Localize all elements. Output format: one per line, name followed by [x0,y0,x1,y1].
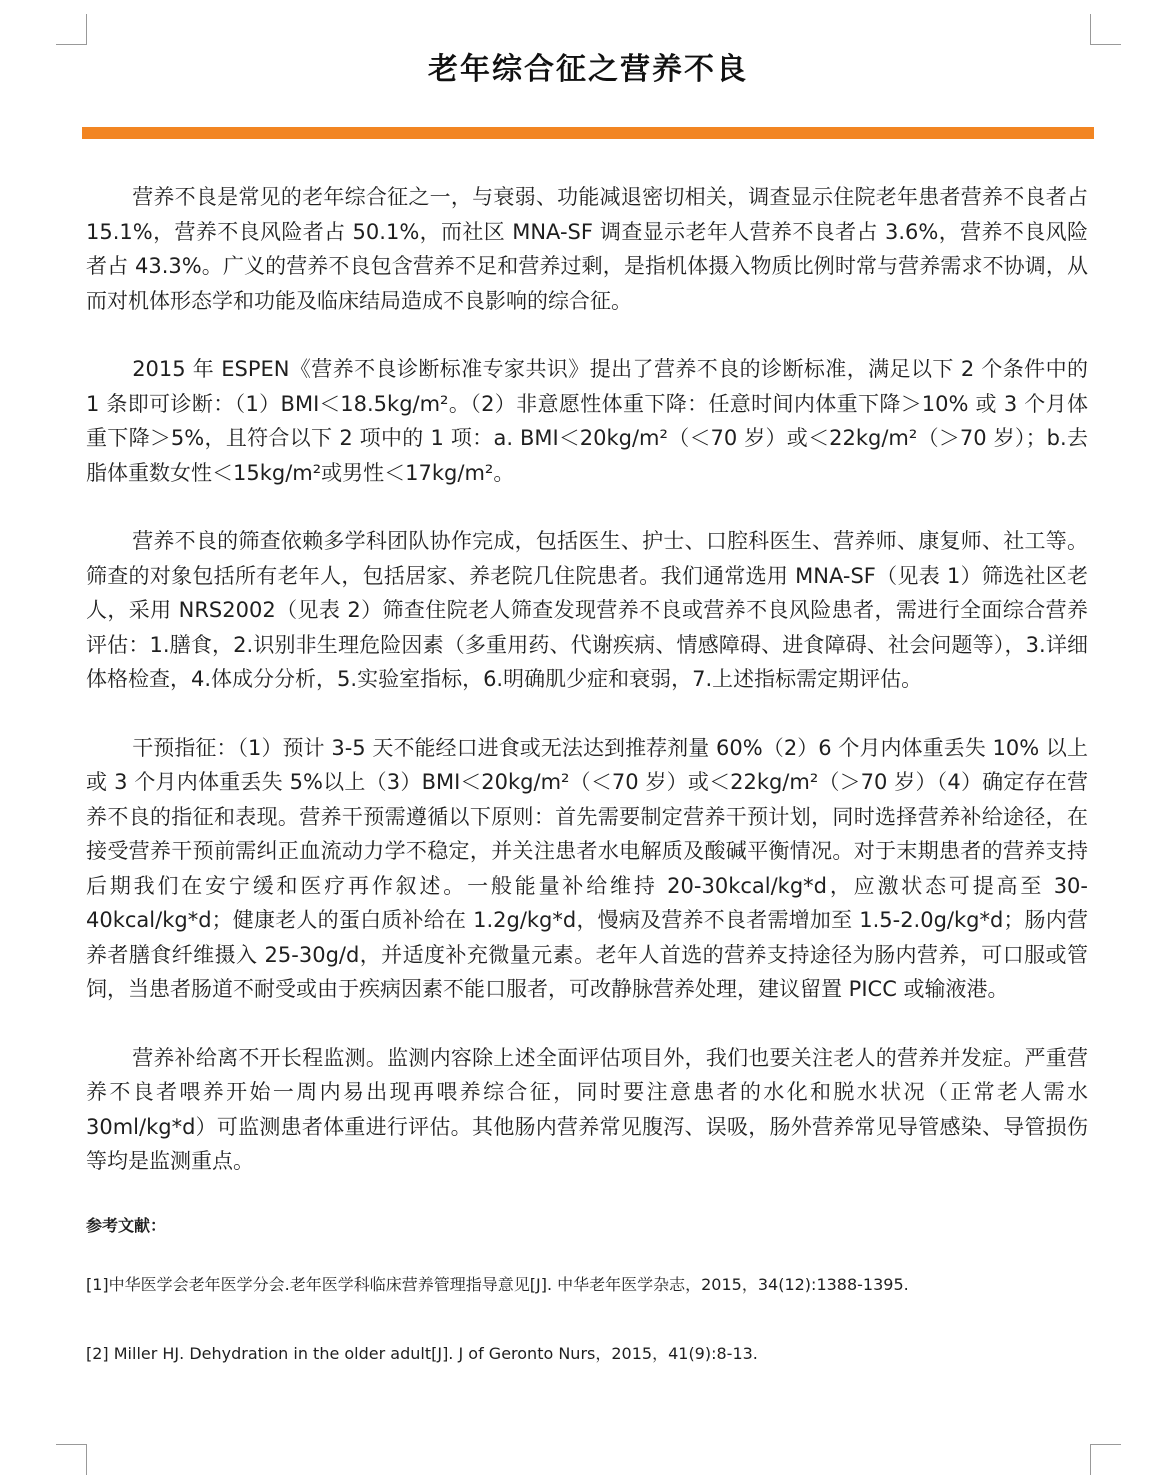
title-divider [82,127,1094,139]
article-body [86,180,1088,1410]
reference-item: [2] Miller HJ. Dehydration in the older adult[J]. J of Geronto Nurs，2015，41(9):8-13. [86,1343,758,1363]
crop-mark-top-right [1090,14,1121,45]
paragraph-overview: 营养不良是常见的老年综合征之一，与衰弱、功能减退密切相关，调查显示住院老年患者营养不良者占 15.1%，营养不良风险者占 50.1%，而社区 MNA-SF 调查显示老年人营养不良者占 3.6%，营养不良风险者占 43.3%。广义的营养不良包含营养不足和营养过剩，是指机体摄入物质比例时常与营养需求不协调，从而对机体形态学和功能及临床结局造成不良影响的综合征。 [86,185,1088,313]
paragraph-monitoring: 营养补给离不开长程监测。监测内容除上述全面评估项目外，我们也要关注老人的营养并发症。严重营养不良者喂养开始一周内易出现再喂养综合征，同时要注意患者的水化和脱水状况（正常老人需水 30ml/kg*d）可监测患者体重进行评估。其他肠内营养常见腹泻、误吸，肠外营养常见导管感染、导管损伤等均是监测重点。 [86,1045,1088,1173]
paragraph-screening: 营养不良的筛查依赖多学科团队协作完成，包括医生、护士、口腔科医生、营养师、康复师、社工等。筛查的对象包括所有老年人，包括居家、养老院几住院患者。我们通常选用 MNA-SF（见表 1）筛选社区老人，采用 NRS2002（见表 2）筛查住院老人筛查发现营养不良或营养不良风险患者，需进行全面综合营养评估：1.膳食，2.识别非生理危险因素（多重用药、代谢疾病、情感障碍、进食障碍、社会问题等），3.详细体格检查，4.体成分分析，5.实验室指标，6.明确肌少症和衰弱，7.上述指标需定期评估。 [86,529,1088,691]
references-heading: 参考文献： [86,1215,167,1235]
paragraph-intervention: 干预指征：（1）预计 3-5 天不能经口进食或无法达到推荐剂量 60%（2）6 个月内体重丢失 10% 以上或 3 个月内体重丢失 5%以上（3）BMI＜20kg/m²（＜70 岁）或＜22kg/m²（＞70 岁）（4）确定存在营养不良的指征和表现。营养干预需遵循以下原则：首先需要制定营养干预计划，同时选择营养补给途径，在接受营养干预前需纠正血流动力学不稳定，并关注患者水电解质及酸碱平衡情况。对于末期患者的营养支持后期我们在安宁缓和医疗再作叙述。一般能量补给维持 20-30kcal/kg*d，应激状态可提高至 30-40kcal/kg*d；健康老人的蛋白质补给在 1.2g/kg*d，慢病及营养不良者需增加至 1.5-2.0g/kg*d；肠内营养者膳食纤维摄入 25-30g/d，并适度补充微量元素。老年人首选的营养支持途径为肠内营养，可口服或管饲，当患者肠道不耐受或由于疾病因素不能口服者，可改静脉营养处理，建议留置 PICC 或输液港。 [86,735,1088,1001]
crop-mark-top-left [56,14,87,45]
crop-mark-bottom-right [1090,1444,1121,1475]
paragraph-diagnosis-criteria: 2015 年 ESPEN《营养不良诊断标准专家共识》提出了营养不良的诊断标准，满足以下 2 个条件中的 1 条即可诊断：（1）BMI＜18.5kg/m²。（2）非意愿性体重下降：任意时间内体重下降＞10% 或 3 个月体重下降＞5%，且符合以下 2 项中的 1 项：a. BMI＜20kg/m²（＜70 岁）或＜22kg/m²（＞70 岁）；b.去脂体重数女性＜15kg/m²或男性＜17kg/m²。 [86,357,1088,485]
page-title: 老年综合征之营养不良 [428,52,748,87]
crop-mark-bottom-left [56,1444,87,1475]
reference-item: [1]中华医学会老年医学分会.老年医学科临床营养管理指导意见[J]. 中华老年医学杂志，2015，34(12):1388-1395. [86,1274,909,1294]
